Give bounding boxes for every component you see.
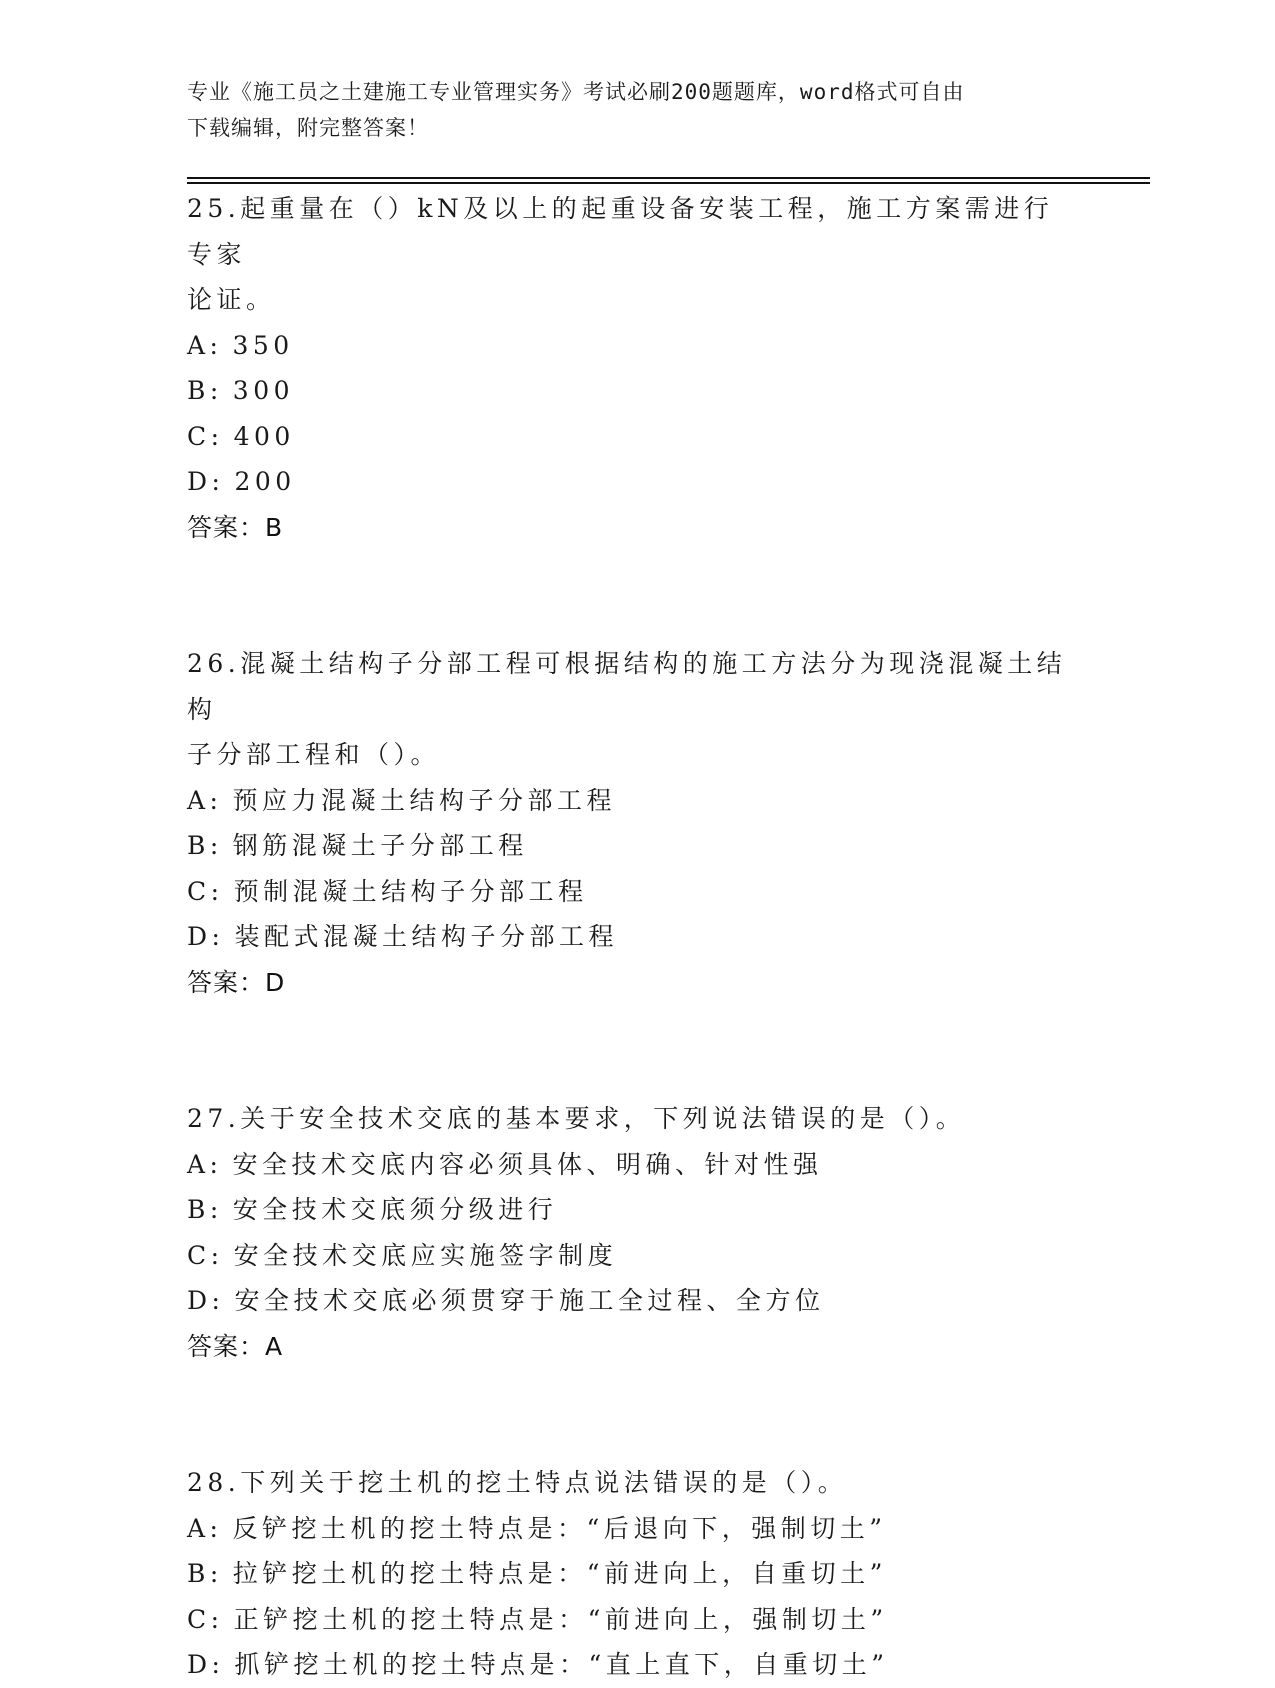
option-d — [187, 459, 1077, 505]
option-label: A: — [187, 1149, 223, 1179]
option-text: 抓铲挖土机的挖土特点是：“直上直下，自重切土” — [234, 1650, 889, 1679]
question-26 — [187, 641, 1077, 1005]
question-stem-continued: 论证。 — [187, 285, 276, 314]
option-c — [187, 1233, 1077, 1279]
option-label: C: — [187, 421, 224, 451]
option-b — [187, 368, 1077, 414]
option-text: 反铲挖土机的挖土特点是：“后退向下，强制切土” — [232, 1513, 887, 1543]
option-text: 钢筋混凝土子分部工程 — [232, 831, 528, 860]
option-label: B: — [187, 1559, 223, 1588]
header-line-2: 下载编辑，附完整答案！ — [187, 116, 429, 140]
header-divider-top — [187, 177, 1150, 179]
answer-line: 答案：B — [187, 512, 284, 542]
question-stem: 28.下列关于挖土机的挖土特点说法错误的是（）。 — [187, 1468, 848, 1497]
option-text: 预应力混凝土结构子分部工程 — [232, 785, 616, 815]
option-a — [187, 1506, 1077, 1552]
question-stem: 25.起重量在（）kN及以上的起重设备安装工程，施工方案需进行专家 — [187, 194, 1054, 269]
option-label: B: — [187, 376, 223, 405]
question-list — [187, 186, 1077, 1688]
option-label: D: — [187, 467, 225, 496]
option-label: D: — [187, 1650, 225, 1679]
option-text: 装配式混凝土结构子分部工程 — [234, 922, 618, 951]
option-d — [187, 914, 1077, 960]
option-a — [187, 778, 1077, 824]
option-a — [187, 323, 1077, 369]
option-label: D: — [187, 1286, 225, 1315]
option-b — [187, 1551, 1077, 1597]
option-text: 300 — [232, 376, 295, 405]
question-27 — [187, 1096, 1077, 1369]
option-text: 正铲挖土机的挖土特点是：“前进向上，强制切土” — [233, 1604, 888, 1634]
option-label: A: — [187, 1513, 223, 1543]
option-c — [187, 414, 1077, 460]
option-d — [187, 1642, 1077, 1688]
option-text: 安全技术交底须分级进行 — [232, 1195, 558, 1224]
option-text: 400 — [233, 421, 295, 451]
option-a — [187, 1142, 1077, 1188]
question-spacer — [187, 1005, 1077, 1051]
question-spacer — [187, 550, 1077, 596]
option-label: C: — [187, 1604, 224, 1634]
question-28 — [187, 1460, 1077, 1688]
option-label: A: — [187, 785, 223, 815]
option-text: 200 — [234, 467, 296, 496]
question-stem: 27.关于安全技术交底的基本要求，下列说法错误的是（）。 — [187, 1104, 966, 1133]
option-label: C: — [187, 1240, 224, 1270]
option-label: B: — [187, 1195, 223, 1224]
question-spacer — [187, 1415, 1077, 1461]
document-header — [187, 74, 1067, 146]
option-d — [187, 1278, 1077, 1324]
question-spacer — [187, 1369, 1077, 1415]
question-25 — [187, 186, 1077, 550]
question-stem: 26.混凝土结构子分部工程可根据结构的施工方法分为现浇混凝土结构 — [187, 649, 1067, 724]
option-text: 预制混凝土结构子分部工程 — [233, 876, 588, 906]
option-text: 350 — [232, 330, 294, 360]
option-label: D: — [187, 922, 225, 951]
answer-line: 答案：D — [187, 967, 286, 997]
answer-line: 答案：A — [187, 1331, 284, 1361]
header-divider-bottom — [187, 182, 1150, 184]
option-label: A: — [187, 330, 223, 360]
option-b — [187, 823, 1077, 869]
option-text: 拉铲挖土机的挖土特点是：“前进向上，自重切土” — [232, 1559, 887, 1588]
question-stem-continued: 子分部工程和（）。 — [187, 740, 441, 769]
option-c — [187, 869, 1077, 915]
option-label: B: — [187, 831, 223, 860]
question-spacer — [187, 596, 1077, 642]
option-text: 安全技术交底应实施签字制度 — [233, 1240, 618, 1270]
option-label: C: — [187, 876, 224, 906]
option-text: 安全技术交底必须贯穿于施工全过程、全方位 — [234, 1286, 825, 1315]
option-b — [187, 1187, 1077, 1233]
question-spacer — [187, 1051, 1077, 1097]
option-text: 安全技术交底内容必须具体、明确、针对性强 — [232, 1149, 823, 1179]
option-c — [187, 1597, 1077, 1643]
header-line-1: 专业《施工员之土建施工专业管理实务》考试必刷200题题库，word格式可自由 — [187, 80, 965, 104]
